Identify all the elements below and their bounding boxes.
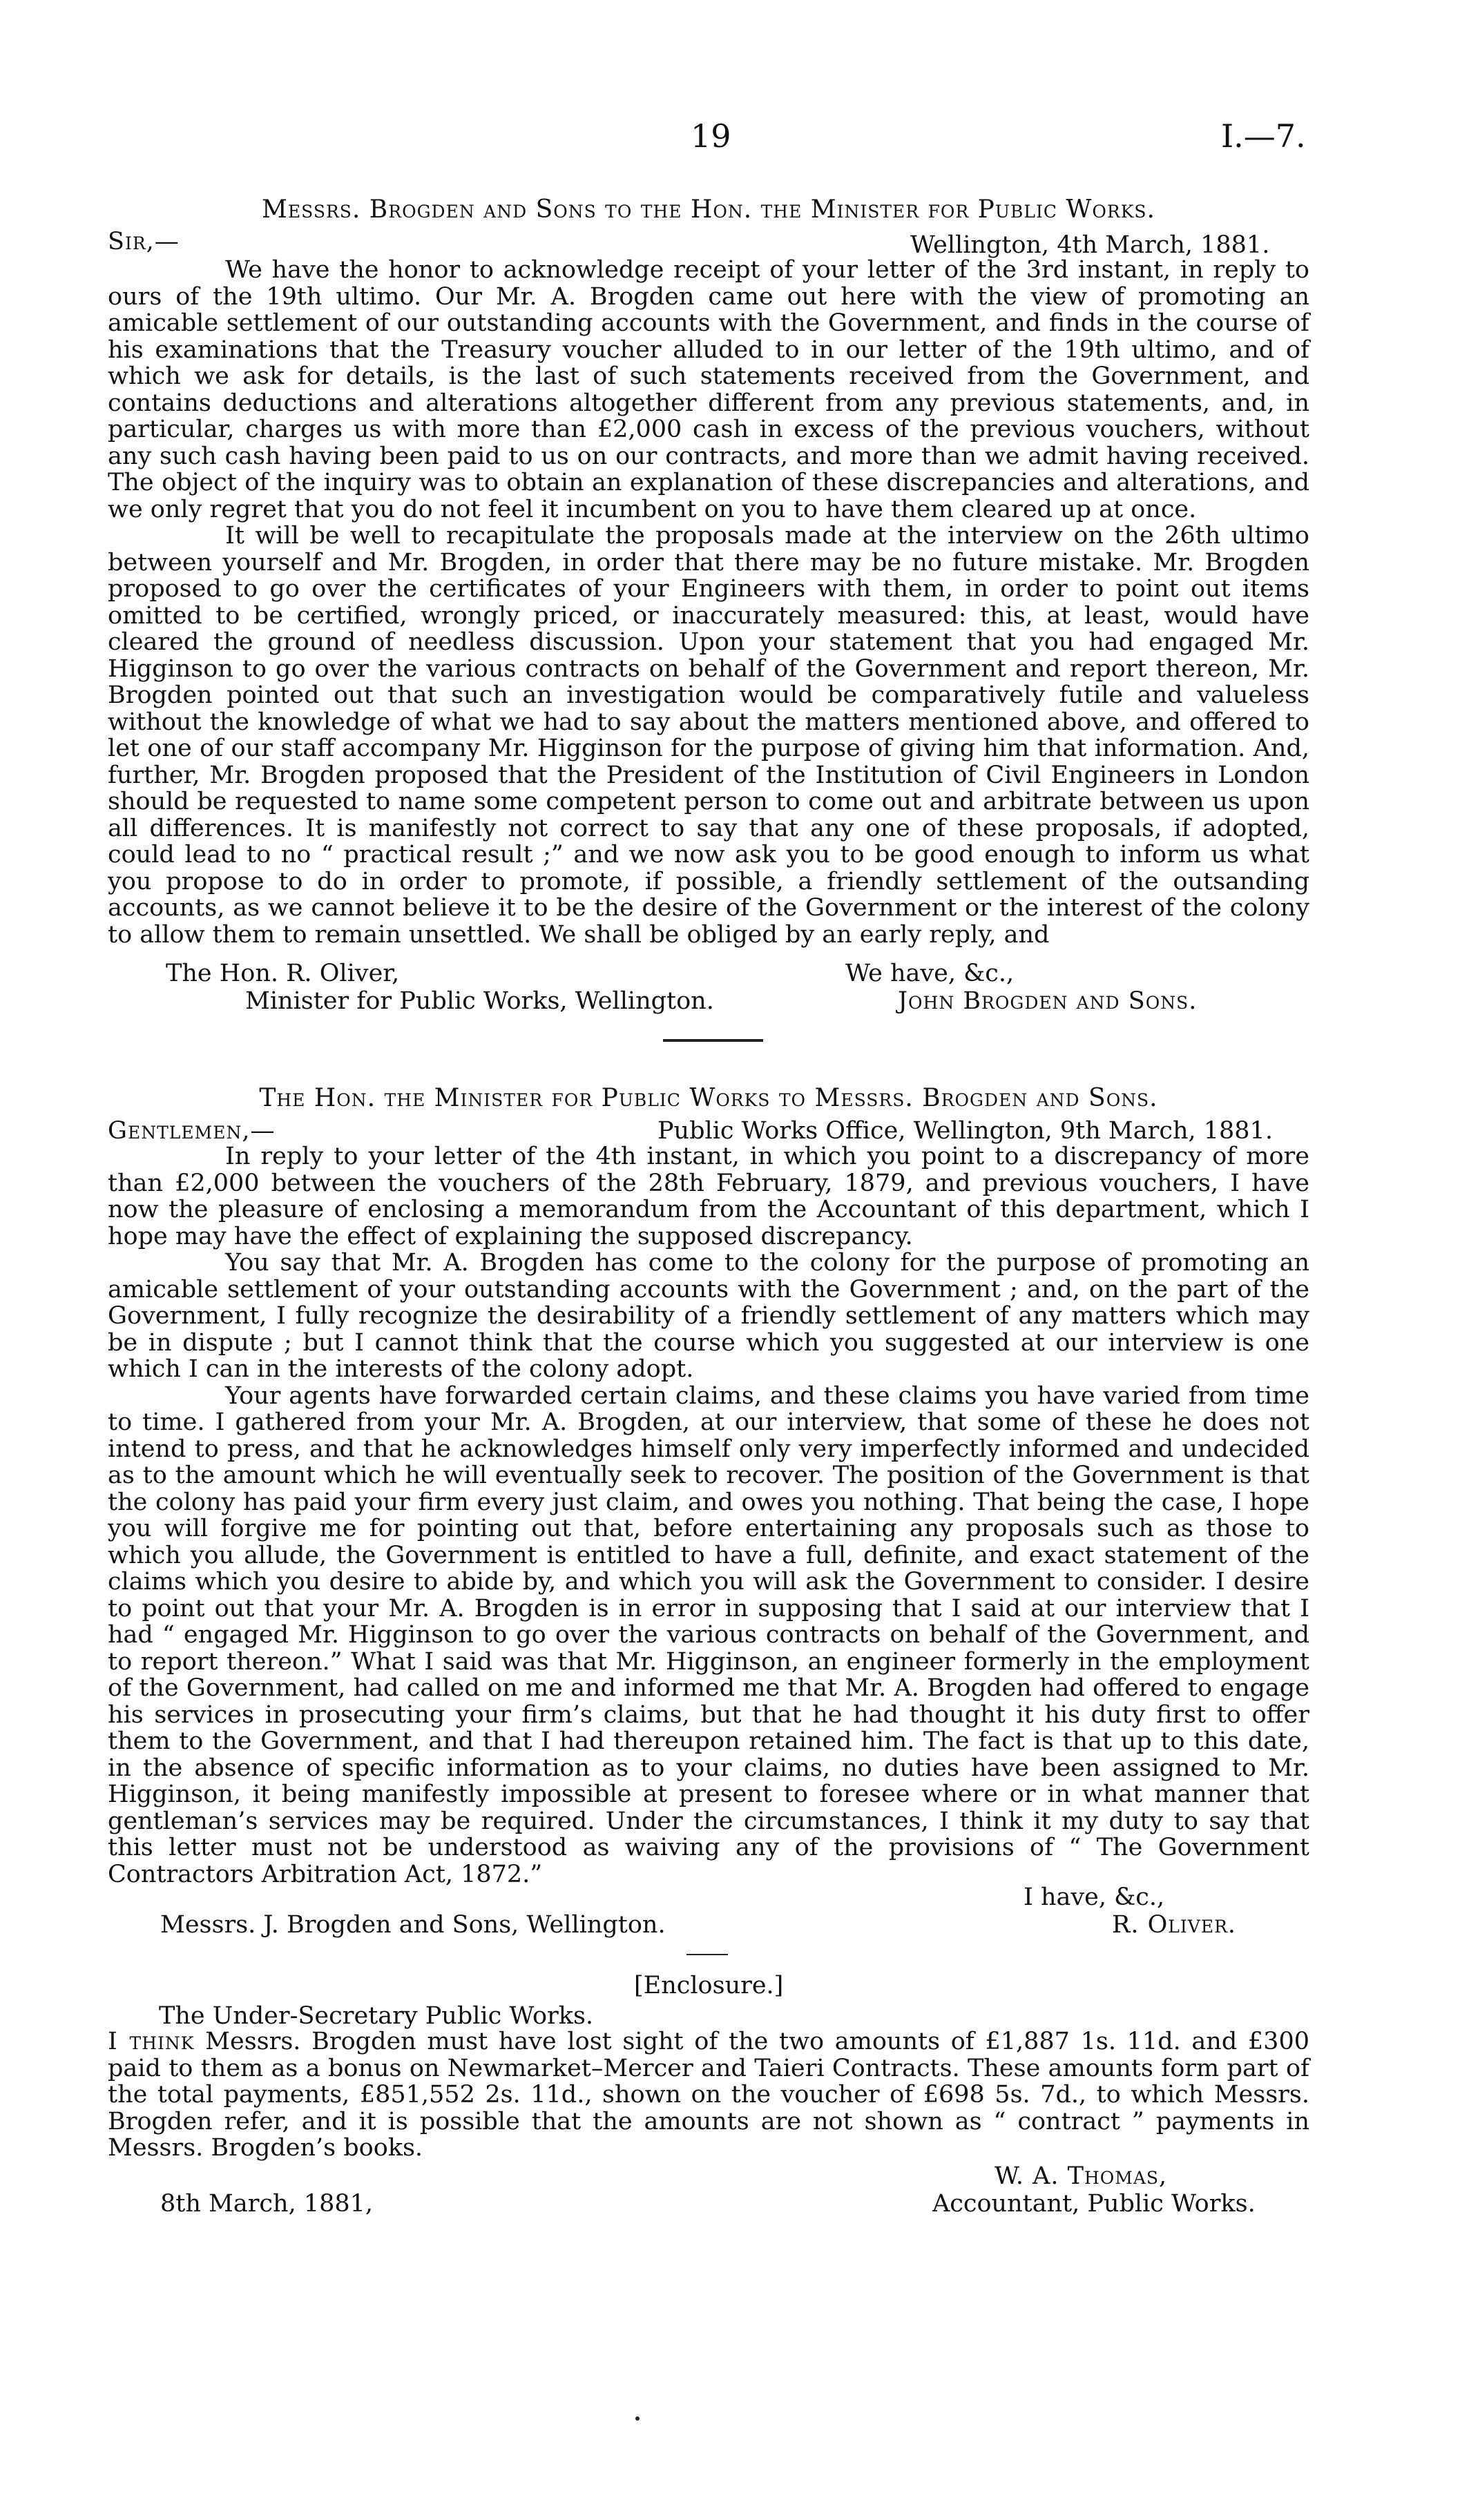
letter1-paragraph-2: It will be well to recapitulate the proposals made at the interview on the 26th ultimo between yourself and Mr. Brogden, in order that there may be no future mistake. Mr. Brogden proposed to go over the certificates of your Engineers with them, in order to point out items omitted to be certified, wrongly priced, or inaccurately measured: this, at least, would have cleared the ground of needless discussion. Upon your statement that you had engaged Mr. Higginson to go over the various contracts on behalf of the Government and report thereon, Mr. Brogden pointed out that such an investigation would be comparatively futile and valueless without the knowledge of what we had to say about the matters mentioned above, and offered to let one of our staff accompany Mr. Higginson for the purpose of giving him that information. And, further, Mr. Brogden proposed that the President of the Institution of Civil Engineers in London should be requested to name some competent person to come out and arbitrate between us upon all differences. It is manifestly not correct to say that any one of these proposals, if adopted, could lead to no “ practical result ;” and we now ask you to be good enough to inform us what you propose to do in order to promote, if possible, a friendly settlement of the outsanding accounts, as we cannot believe it to be the desire of the Government or the interest of the colony to allow them to remain unsettled. We shall be obliged by an early reply, and xyxy=(108,522,1309,949)
enclosure-body xyxy=(108,2028,1309,2162)
page-number: 19 xyxy=(691,117,731,155)
letter1-signature: John Brogden and Sons. xyxy=(898,987,1198,1015)
letter1-paragraph-1: We have the honor to acknowledge receipt of your letter of the 3rd instant, in reply to ours of the 19th ultimo. Our Mr. A. Brogden came out here with the view of promoting an amicable settlement of our outstanding accounts with the Government, and finds in the course of his examinations that the Treasury voucher alluded to in our letter of the 19th ultimo, and of which we ask for details, is the last of such statements received from the Government, and contains deductions and alterations altogether different from any previous statements, and, in particular, charges us with more than £2,000 cash in excess of the previous vouchers, without any such cash having been paid to us on our contracts, and more than we admit having received. The object of the inquiry was to obtain an explanation of these discrepancies and alterations, and we only regret that you do not feel it incumbent on you to have them cleared up at once. xyxy=(108,256,1309,523)
document-reference: I.—7. xyxy=(1221,117,1306,155)
letter1-closing: We have, &c., xyxy=(845,960,1015,987)
letter1-salutation: Sir,— xyxy=(108,228,180,255)
print-speck xyxy=(635,2416,640,2421)
letter2-heading: The Hon. the Minister for Public Works to Messrs. Brogden and Sons. xyxy=(259,1084,1158,1112)
letter2-paragraph-2: You say that Mr. A. Brogden has come to the colony for the purpose of promoting an amicable settlement of your outstanding accounts with the Government ; and, on the part of the Government, I fully recognize the desirability of a friendly settlement of any matters which may be in dispute ; but I cannot think that the course which you suggested at our interview is one which I can in the interests of the colony adopt. xyxy=(108,1249,1309,1383)
letter2-closing: I have, &c., xyxy=(1024,1883,1165,1911)
letter1-addressee-name: The Hon. R. Oliver, xyxy=(166,960,400,987)
enclosure-label: [Enclosure.] xyxy=(634,1972,784,1999)
letter2-salutation: Gentlemen,— xyxy=(108,1117,276,1145)
letter1-addressee-title: Minister for Public Works, Wellington. xyxy=(245,987,714,1015)
enclosure-recipient: The Under-Secretary Public Works. xyxy=(159,2002,594,2030)
letter2-addressee: Messrs. J. Brogden and Sons, Wellington. xyxy=(160,1911,666,1939)
enclosure-title: Accountant, Public Works. xyxy=(932,2190,1256,2218)
letter1-heading: Messrs. Brogden and Sons to the Hon. the Minister for Public Works. xyxy=(262,195,1155,224)
letter2-dateline: Public Works Office, Wellington, 9th March, 1881. xyxy=(657,1117,1273,1145)
letter2-signature: R. Oliver. xyxy=(1112,1911,1237,1939)
enclosure-text: Messrs. Brogden must have lost sight of the two amounts of £1,887 1s. 11d. and £300 paid to them as a bonus on Newmarket–Mercer and Taieri Contracts. These amounts form part of the total payments, £851,552 2s. 11d., shown on the voucher of £698 5s. 7d., to which Messrs. Brogden refer, and it is possible that the amounts are not shown as “ contract ” payments in Messrs. Brogden’s books. xyxy=(108,2028,1309,2162)
enclosure-signature: W. A. Thomas, xyxy=(995,2162,1168,2190)
enclosure-divider xyxy=(686,1954,728,1955)
enclosure-opening: I think xyxy=(108,2028,195,2055)
letter2-paragraph-1: In reply to your letter of the 4th instant, in which you point to a discrepancy of more than £2,000 between the vouchers of the 28th February, 1879, and previous vouchers, I have now the pleasure of enclosing a memorandum from the Accountant of this department, which I hope may have the effect of explaining the supposed discrepancy. xyxy=(108,1143,1309,1250)
letter2-paragraph-3: Your agents have forwarded certain claims, and these claims you have varied from time to time. I gathered from your Mr. A. Brogden, at our interview, that some of these he does not intend to press, and that he acknowledges himself only very imperfectly informed and undecided as to the amount which he will eventually seek to recover. The position of the Government is that the colony has paid your firm every just claim, and owes you nothing. That being the case, I hope you will forgive me for pointing out that, before entertaining any proposals such as those to which you allude, the Government is entitled to have a full, definite, and exact statement of the claims which you desire to abide by, and which you will ask the Government to consider. I desire to point out that your Mr. A. Brogden is in error in supposing that I said at our interview that I had “ engaged Mr. Higginson to go over the various contracts on behalf of the Government, and to report thereon.” What I said was that Mr. Higginson, an engineer formerly in the employment of the Government, had called on me and informed me that Mr. A. Brogden had offered to engage his services in prosecuting your firm’s claims, but that he had thought it his duty first to offer them to the Government, and that I had thereupon retained him. The fact is that up to this date, in the absence of specific information as to your claims, no duties have been assigned to Mr. Higginson, it being manifestly impossible at present to foresee where or in what manner that gentleman’s services may be required. Under the circumstances, I think it my duty to say that this letter must not be understood as waiving any of the provisions of “ The Government Contractors Arbitration Act, 1872.” xyxy=(108,1382,1309,1888)
letter1-body xyxy=(108,257,1309,948)
section-divider xyxy=(663,1039,763,1042)
letter2-body xyxy=(108,1143,1309,1888)
letter1-dateline: Wellington, 4th March, 1881. xyxy=(910,231,1270,259)
enclosure-date: 8th March, 1881, xyxy=(160,2190,374,2218)
